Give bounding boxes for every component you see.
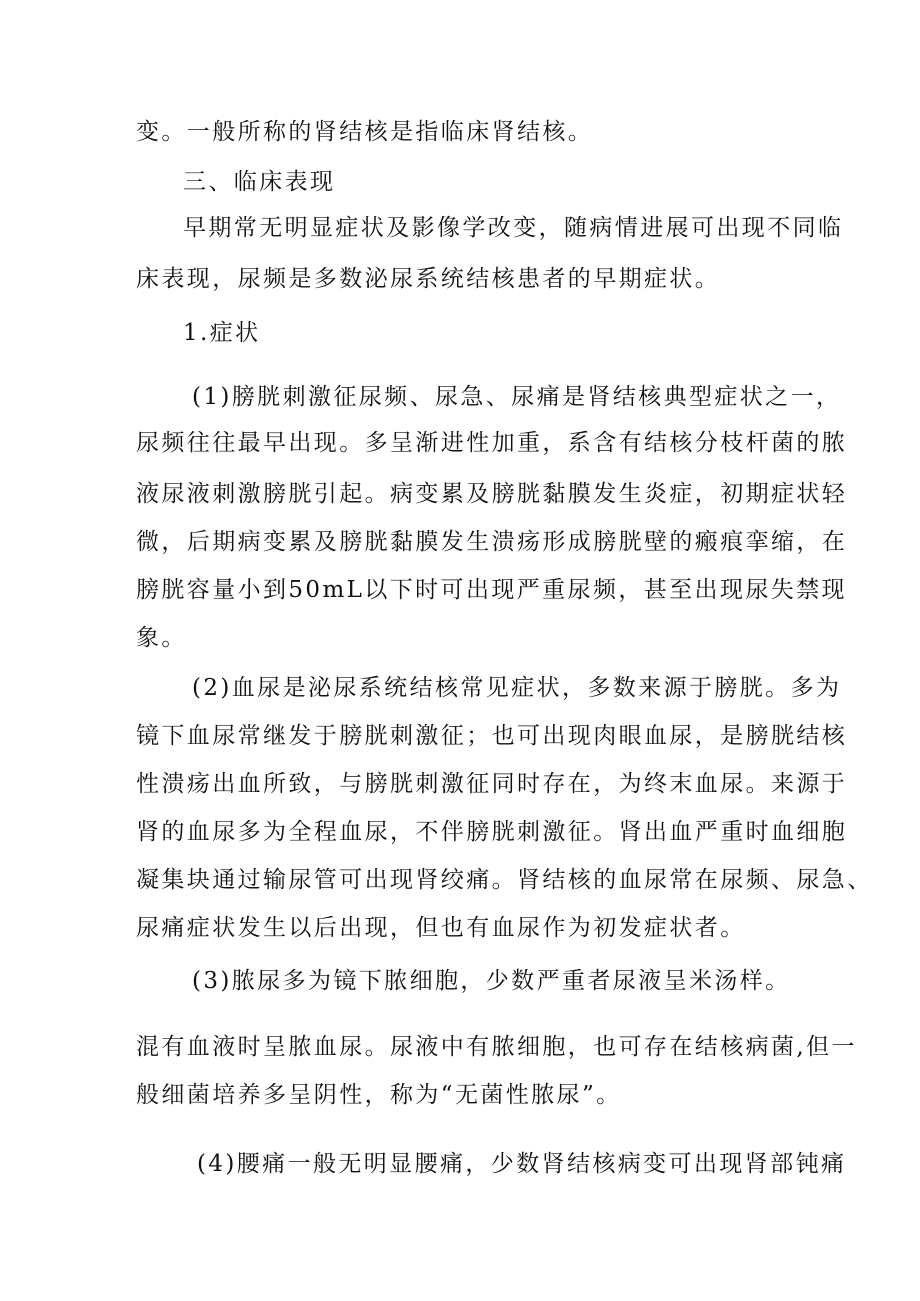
text-line: (4)腰痛一般无明显腰痛，少数肾结核病变可出现肾部钝痛: [197, 1151, 847, 1177]
text-line: 尿频往往最早出现。多呈渐进性加重，系含有结核分枝杆菌的脓: [136, 430, 848, 456]
text-line: 肾的血尿多为全程血尿，不伴膀胱刺激征。肾出血严重时血细胞: [136, 819, 848, 845]
text-line: 性溃疡出血所致，与膀胱刺激征同时存在，为终末血尿。来源于: [136, 771, 848, 797]
text-line: (3)脓尿多为镜下脓细胞，少数严重者尿液呈米汤样。: [192, 968, 791, 994]
text-line: (2)血尿是泌尿系统结核常见症状，多数来源于膀胱。多为: [192, 675, 842, 701]
text-line: 液尿液刺激膀胱引起。病变累及膀胱黏膜发生炎症，初期症状轻: [136, 481, 848, 507]
text-line: 床表现，尿频是多数泌尿系统结核患者的早期症状。: [136, 266, 721, 292]
text-line: 膀胱容量小到50mL以下时可出现严重尿频，甚至出现尿失禁现: [136, 577, 847, 603]
subsection-heading: 1.症状: [183, 320, 261, 346]
text-line: 凝集块通过输尿管可出现肾绞痛。肾结核的血尿常在尿频、尿急、: [136, 867, 873, 893]
text-line: 尿痛症状发生以后出现，但也有血尿作为初发症状者。: [136, 915, 746, 941]
text-line: 微，后期病变累及膀胱黏膜发生溃疡形成膀胱壁的瘢痕挛缩，在: [136, 529, 848, 555]
text-line: 镜下血尿常继发于膀胱刺激征；也可出现肉眼血尿，是膀胱结核: [136, 723, 848, 749]
text-line: 早期常无明显症状及影像学改变，随病情进展可出现不同临: [183, 215, 844, 241]
text-line: (1)膀胱刺激征尿频、尿急、尿痛是肾结核典型症状之一，: [192, 384, 842, 410]
section-heading: 三、临床表现: [183, 169, 336, 195]
text-line: 般细菌培养多呈阴性，称为“无菌性脓尿”。: [136, 1082, 622, 1108]
text-line: 混有血液时呈脓血尿。尿液中有脓细胞，也可存在结核病菌,但一: [136, 1034, 857, 1060]
text-line: 象。: [136, 625, 187, 651]
text-line: 变。一般所称的肾结核是指临床肾结核。: [136, 119, 594, 145]
